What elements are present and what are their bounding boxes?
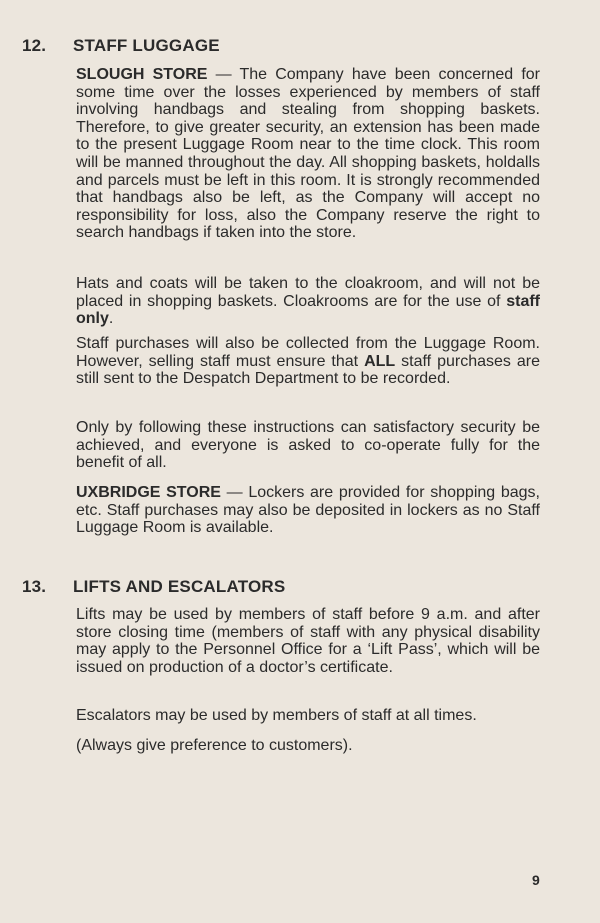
all-emphasis: ALL <box>364 352 396 370</box>
slough-store-lead: SLOUGH STORE <box>76 66 208 83</box>
lifts-paragraph <box>76 606 540 676</box>
security-paragraph <box>76 419 540 472</box>
hats-coats-end: . <box>108 310 114 328</box>
security-text: Only by following these instructions can satisfactory security be achieved, and everyone is asked to co-operate fully for the benefit of all. <box>76 419 540 472</box>
preference-text: (Always give preference to customers). <box>76 737 353 754</box>
escalators-paragraph <box>76 707 540 725</box>
section-13-title: LIFTS AND ESCALATORS <box>73 577 286 596</box>
staff-only-emphasis: staff only <box>76 292 540 328</box>
uxbridge-store-text: — Lockers are provided for shopping bags, etc. Staff purchases may also be deposited in lockers as no Staff Luggage Room is available. <box>76 484 540 537</box>
section-12-number: 12. <box>22 36 47 55</box>
preference-paragraph <box>76 737 540 755</box>
staff-purchases-end: staff purchases are still sent to the Despatch Department to be recorded. <box>76 352 540 388</box>
slough-store-text: — The Company have been concerned for some time over the losses experienced by members of staff involving handbags and stealing from shopping baskets. Therefore, to give greater security, an extension has been made to the present Luggage Room near to the time clock. This room will be manned throughout the day. All shopping baskets, holdalls and parcels must be left in this room. It is strongly recommended that handbags also be left, as the Company will accept no responsibility for loss, also the Company reserve the right to search handbags if taken into the store. <box>76 66 540 242</box>
section-12-heading <box>22 36 220 56</box>
hats-coats-text: Hats and coats will be taken to the cloakroom, and will not be placed in shopping baskets. Cloakrooms are for the use of <box>76 275 540 310</box>
section-13-heading <box>22 577 285 597</box>
hats-coats-paragraph <box>76 275 540 328</box>
uxbridge-store-paragraph <box>76 484 540 537</box>
slough-store-paragraph <box>76 66 540 242</box>
uxbridge-store-lead: UXBRIDGE STORE <box>76 484 221 501</box>
section-13-number: 13. <box>22 577 47 596</box>
escalators-text: Escalators may be used by members of staff at all times. <box>76 707 477 724</box>
page-number: 9 <box>532 872 540 888</box>
lifts-text: Lifts may be used by members of staff before 9 a.m. and after store closing time (members of staff with any physical disability may apply to the Personnel Office for a ‘Lift Pass’, which will be issued on production of a doctor’s certificate. <box>76 606 540 676</box>
staff-purchases-paragraph <box>76 335 540 388</box>
staff-purchases-text: Staff purchases will also be collected from the Luggage Room. However, selling staff must ensure that <box>76 335 540 370</box>
section-12-title: STAFF LUGGAGE <box>73 36 220 55</box>
